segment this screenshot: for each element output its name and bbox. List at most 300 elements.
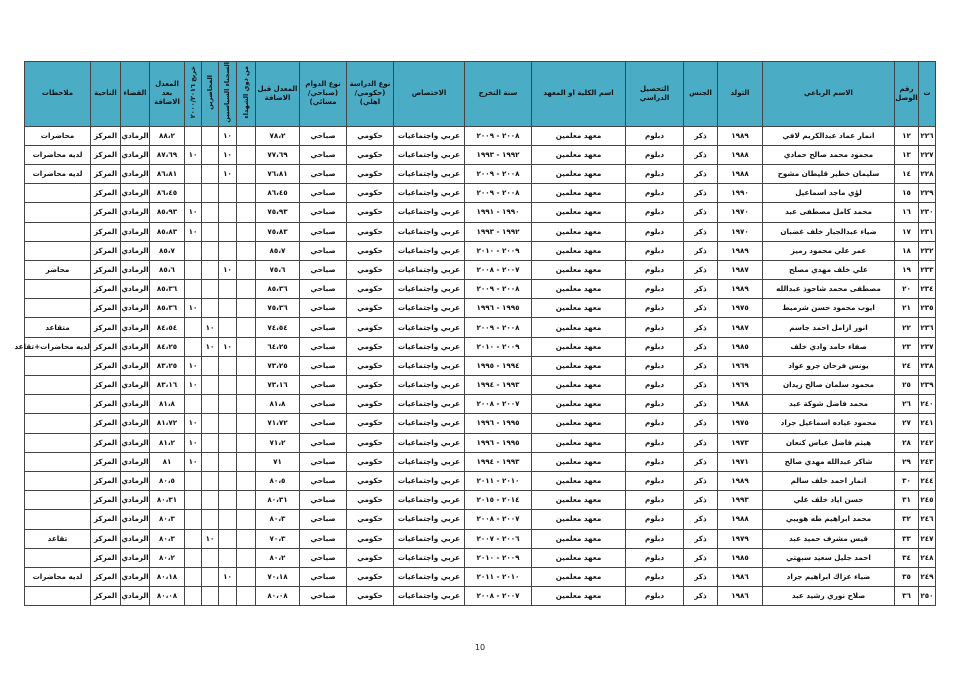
data-sheet (14, 61, 935, 606)
cell-lecturers (202, 433, 219, 452)
cell-gender: ذكر (684, 529, 718, 548)
cell-name: ضياء عبدالجبار خلف غضبان (763, 222, 895, 241)
table-row (25, 241, 936, 260)
cell-gender: ذكر (684, 567, 718, 586)
cell-qualification: دبلوم (626, 471, 684, 490)
cell-avg-before: ٧٥،٣٦ (256, 299, 300, 318)
cell-shift-type: صباحي (300, 203, 347, 222)
cell-avg-after: ٨٥،٣٦ (150, 280, 185, 299)
cell-martyrs (237, 491, 256, 510)
cell-martyrs (237, 395, 256, 414)
cell-notes (25, 299, 91, 318)
cell-seq: ٢٥٠ (919, 587, 936, 606)
cell-study-type: حكومي (347, 452, 394, 471)
col-qualification-header: التحصيل الدراسي (626, 62, 684, 127)
cell-emp-no: ٢٣ (895, 337, 919, 356)
cell-birth: ١٩٧٥ (718, 414, 763, 433)
cell-grads: ١٠ (185, 452, 202, 471)
table-row (25, 203, 936, 222)
col-grads-header: خريج ٢٠٠٠/٢٠١٦ (185, 62, 202, 127)
cell-grads (185, 548, 202, 567)
cell-subdistrict: المركز (91, 337, 121, 356)
cell-emp-no: ١٦ (895, 203, 919, 222)
cell-grads (185, 395, 202, 414)
cell-district: الرمادي (121, 222, 150, 241)
cell-qualification: دبلوم (626, 337, 684, 356)
cell-seq: ٢٤٥ (919, 491, 936, 510)
cell-grad-year: ١٩٩٢ - ١٩٩٣ (465, 222, 532, 241)
cell-seq: ٢٤٣ (919, 452, 936, 471)
cell-seq: ٢٤٤ (919, 471, 936, 490)
cell-birth: ١٩٨٨ (718, 164, 763, 183)
cell-qualification: دبلوم (626, 126, 684, 145)
cell-grad-year: ٢٠١٠ - ٢٠١١ (465, 567, 532, 586)
cell-gender: ذكر (684, 145, 718, 164)
cell-study-type: حكومي (347, 299, 394, 318)
cell-grad-year: ٢٠١٠ - ٢٠١١ (465, 471, 532, 490)
cell-district: الرمادي (121, 280, 150, 299)
cell-subdistrict: المركز (91, 395, 121, 414)
cell-grads (185, 567, 202, 586)
col-notes-header: ملاحظات (25, 62, 91, 127)
cell-martyrs (237, 567, 256, 586)
cell-political (219, 433, 237, 452)
cell-birth: ١٩٨٥ (718, 548, 763, 567)
cell-specialty: عربي واجتماعيات (394, 299, 465, 318)
col-political-header: السجناء السياسيين (219, 62, 237, 127)
cell-shift-type: صباحي (300, 510, 347, 529)
cell-specialty: عربي واجتماعيات (394, 510, 465, 529)
cell-shift-type: صباحي (300, 414, 347, 433)
cell-emp-no: ٢٠ (895, 280, 919, 299)
cell-seq: ٢٣٩ (919, 376, 936, 395)
cell-gender: ذكر (684, 414, 718, 433)
cell-notes (25, 241, 91, 260)
cell-qualification: دبلوم (626, 299, 684, 318)
cell-grads: ١٠ (185, 222, 202, 241)
cell-grads (185, 587, 202, 606)
cell-name: احمد جليل سعيد سبهتي (763, 548, 895, 567)
cell-martyrs (237, 203, 256, 222)
cell-study-type: حكومي (347, 203, 394, 222)
cell-college: معهد معلمين (532, 567, 626, 586)
cell-lecturers: ١٠ (202, 337, 219, 356)
cell-shift-type: صباحي (300, 587, 347, 606)
cell-specialty: عربي واجتماعيات (394, 337, 465, 356)
cell-avg-before: ٦٤،٢٥ (256, 337, 300, 356)
cell-political (219, 280, 237, 299)
cell-district: الرمادي (121, 241, 150, 260)
cell-gender: ذكر (684, 471, 718, 490)
cell-notes (25, 395, 91, 414)
cell-shift-type: صباحي (300, 356, 347, 375)
cell-avg-before: ٨٠،٢ (256, 548, 300, 567)
cell-emp-no: ١٩ (895, 260, 919, 279)
cell-study-type: حكومي (347, 337, 394, 356)
cell-notes (25, 222, 91, 241)
cell-district: الرمادي (121, 471, 150, 490)
cell-political: ١٠ (219, 145, 237, 164)
cell-subdistrict: المركز (91, 260, 121, 279)
cell-avg-after: ٨٥،٧ (150, 241, 185, 260)
cell-specialty: عربي واجتماعيات (394, 145, 465, 164)
cell-qualification: دبلوم (626, 395, 684, 414)
cell-grad-year: ١٩٩٥ - ١٩٩٦ (465, 299, 532, 318)
cell-study-type: حكومي (347, 145, 394, 164)
cell-martyrs (237, 433, 256, 452)
cell-shift-type: صباحي (300, 567, 347, 586)
cell-martyrs (237, 414, 256, 433)
cell-seq: ٢٢٩ (919, 184, 936, 203)
cell-notes (25, 414, 91, 433)
cell-grad-year: ٢٠٠٨ - ٢٠٠٩ (465, 184, 532, 203)
cell-specialty: عربي واجتماعيات (394, 433, 465, 452)
table-row (25, 529, 936, 548)
cell-college: معهد معلمين (532, 491, 626, 510)
cell-avg-before: ٧٤،٥٤ (256, 318, 300, 337)
cell-college: معهد معلمين (532, 510, 626, 529)
cell-grad-year: ٢٠٠٧ - ٢٠٠٨ (465, 510, 532, 529)
cell-college: معهد معلمين (532, 433, 626, 452)
cell-martyrs (237, 529, 256, 548)
cell-lecturers (202, 414, 219, 433)
cell-seq: ٢٤٧ (919, 529, 936, 548)
cell-political (219, 529, 237, 548)
cell-notes (25, 433, 91, 452)
cell-seq: ٢٢٧ (919, 145, 936, 164)
cell-lecturers (202, 567, 219, 586)
cell-college: معهد معلمين (532, 318, 626, 337)
cell-seq: ٢٣٣ (919, 260, 936, 279)
cell-college: معهد معلمين (532, 356, 626, 375)
cell-subdistrict: المركز (91, 433, 121, 452)
cell-seq: ٢٣٢ (919, 241, 936, 260)
cell-grad-year: ١٩٩٥ - ١٩٩٦ (465, 433, 532, 452)
cell-martyrs (237, 241, 256, 260)
cell-birth: ١٩٨٩ (718, 126, 763, 145)
table-row (25, 548, 936, 567)
cell-specialty: عربي واجتماعيات (394, 126, 465, 145)
cell-birth: ١٩٨٧ (718, 318, 763, 337)
cell-political (219, 548, 237, 567)
cell-subdistrict: المركز (91, 356, 121, 375)
cell-emp-no: ٢٩ (895, 452, 919, 471)
col-avg-before-header: المعدل قبل الاضافة (256, 62, 300, 127)
table-row (25, 318, 936, 337)
cell-avg-after: ٨٣،٢٥ (150, 356, 185, 375)
cell-gender: ذكر (684, 356, 718, 375)
cell-avg-after: ٨١ (150, 452, 185, 471)
cell-political (219, 356, 237, 375)
cell-avg-before: ٨٠،٥ (256, 471, 300, 490)
cell-grads: ١٠ (185, 414, 202, 433)
col-grad-year-header: سنة التخرج (465, 62, 532, 127)
cell-district: الرمادي (121, 510, 150, 529)
col-emp-no-header: رقم الوصل (895, 62, 919, 127)
cell-grads (185, 184, 202, 203)
cell-shift-type: صباحي (300, 222, 347, 241)
cell-political (219, 491, 237, 510)
cell-lecturers (202, 471, 219, 490)
cell-district: الرمادي (121, 452, 150, 471)
cell-shift-type: صباحي (300, 184, 347, 203)
cell-political (219, 452, 237, 471)
cell-avg-before: ٧٠،٣ (256, 529, 300, 548)
cell-lecturers (202, 376, 219, 395)
cell-grad-year: ١٩٩٣ - ١٩٩٤ (465, 376, 532, 395)
cell-grad-year: ٢٠٠٩ - ٢٠١٠ (465, 337, 532, 356)
cell-qualification: دبلوم (626, 203, 684, 222)
cell-subdistrict: المركز (91, 145, 121, 164)
cell-emp-no: ١٨ (895, 241, 919, 260)
cell-qualification: دبلوم (626, 184, 684, 203)
cell-birth: ١٩٨٩ (718, 471, 763, 490)
cell-birth: ١٩٨٦ (718, 587, 763, 606)
cell-qualification: دبلوم (626, 145, 684, 164)
cell-emp-no: ١٣ (895, 145, 919, 164)
cell-grads: ١٠ (185, 433, 202, 452)
cell-avg-after: ٨٨،٢ (150, 126, 185, 145)
cell-grad-year: ١٩٩٢ - ١٩٩٣ (465, 145, 532, 164)
cell-subdistrict: المركز (91, 471, 121, 490)
cell-emp-no: ١٢ (895, 126, 919, 145)
cell-seq: ٢٤٢ (919, 433, 936, 452)
cell-emp-no: ٣١ (895, 491, 919, 510)
cell-college: معهد معلمين (532, 164, 626, 183)
table-row (25, 260, 936, 279)
cell-subdistrict: المركز (91, 241, 121, 260)
table-body (14, 126, 936, 606)
cell-notes (25, 510, 91, 529)
cell-district: الرمادي (121, 299, 150, 318)
cell-study-type: حكومي (347, 567, 394, 586)
cell-lecturers (202, 356, 219, 375)
cell-grad-year: ٢٠٠٨ - ٢٠٠٩ (465, 126, 532, 145)
cell-gender: ذكر (684, 299, 718, 318)
col-gender-header: الجنس (684, 62, 718, 127)
cell-name: سليمان خطير قليطان مشوح (763, 164, 895, 183)
cell-qualification: دبلوم (626, 260, 684, 279)
col-college-header: اسم الكلية او المعهد (532, 62, 626, 127)
table-row (25, 471, 936, 490)
cell-avg-after: ٨٠،٢ (150, 548, 185, 567)
cell-grad-year: ٢٠٠٨ - ٢٠٠٩ (465, 164, 532, 183)
cell-name: انمار احمد خلف سالم (763, 471, 895, 490)
cell-study-type: حكومي (347, 395, 394, 414)
cell-subdistrict: المركز (91, 126, 121, 145)
cell-specialty: عربي واجتماعيات (394, 318, 465, 337)
cell-subdistrict: المركز (91, 529, 121, 548)
cell-seq: ٢٣١ (919, 222, 936, 241)
cell-emp-no: ٣٣ (895, 529, 919, 548)
cell-college: معهد معلمين (532, 395, 626, 414)
cell-lecturers (202, 241, 219, 260)
cell-lecturers (202, 299, 219, 318)
cell-qualification: دبلوم (626, 376, 684, 395)
cell-avg-after: ٨٥،٦ (150, 260, 185, 279)
cell-notes (25, 280, 91, 299)
cell-name: لؤي ماجد اسماعيل (763, 184, 895, 203)
cell-lecturers (202, 222, 219, 241)
cell-lecturers (202, 510, 219, 529)
cell-birth: ١٩٨٨ (718, 395, 763, 414)
cell-avg-before: ٧٣،٢٥ (256, 356, 300, 375)
cell-birth: ١٩٧٣ (718, 433, 763, 452)
cell-political (219, 222, 237, 241)
cell-grads (185, 126, 202, 145)
cell-district: الرمادي (121, 529, 150, 548)
cell-grads (185, 260, 202, 279)
cell-district: الرمادي (121, 491, 150, 510)
cell-birth: ١٩٨٩ (718, 280, 763, 299)
cell-shift-type: صباحي (300, 280, 347, 299)
cell-avg-after: ٨٣،١٦ (150, 376, 185, 395)
page-number: 10 (474, 643, 486, 652)
cell-avg-before: ٧٥،٨٣ (256, 222, 300, 241)
cell-gender: ذكر (684, 241, 718, 260)
cell-martyrs (237, 145, 256, 164)
cell-district: الرمادي (121, 203, 150, 222)
cell-study-type: حكومي (347, 184, 394, 203)
cell-avg-after: ٨١،٧٢ (150, 414, 185, 433)
cell-specialty: عربي واجتماعيات (394, 241, 465, 260)
table-row (25, 433, 936, 452)
cell-subdistrict: المركز (91, 548, 121, 567)
cell-avg-before: ٨٠،٣ (256, 510, 300, 529)
cell-name: محمود سلمان صالح زيدان (763, 376, 895, 395)
cell-birth: ١٩٨٥ (718, 337, 763, 356)
cell-avg-after: ٨٠،٣ (150, 529, 185, 548)
cell-college: معهد معلمين (532, 145, 626, 164)
cell-district: الرمادي (121, 587, 150, 606)
cell-college: معهد معلمين (532, 471, 626, 490)
cell-avg-after: ٨٠،٠٨ (150, 587, 185, 606)
cell-gender: ذكر (684, 164, 718, 183)
cell-district: الرمادي (121, 337, 150, 356)
cell-name: صلاح نوري رشيد عبد (763, 587, 895, 606)
cell-study-type: حكومي (347, 241, 394, 260)
cell-political (219, 587, 237, 606)
cell-subdistrict: المركز (91, 299, 121, 318)
cell-seq: ٢٣٨ (919, 356, 936, 375)
cell-college: معهد معلمين (532, 414, 626, 433)
cell-seq: ٢٤٩ (919, 567, 936, 586)
cell-study-type: حكومي (347, 548, 394, 567)
cell-emp-no: ٣٢ (895, 510, 919, 529)
cell-martyrs (237, 548, 256, 567)
cell-seq: ٢٣٥ (919, 299, 936, 318)
col-name-header: الاسم الرباعي (763, 62, 895, 127)
cell-college: معهد معلمين (532, 548, 626, 567)
cell-qualification: دبلوم (626, 567, 684, 586)
cell-district: الرمادي (121, 376, 150, 395)
cell-avg-after: ٨٥،٣٦ (150, 299, 185, 318)
cell-martyrs (237, 184, 256, 203)
cell-avg-before: ٧٨،٢ (256, 126, 300, 145)
cell-qualification: دبلوم (626, 433, 684, 452)
cell-grad-year: ١٩٩٠ - ١٩٩١ (465, 203, 532, 222)
cell-birth: ١٩٨٨ (718, 145, 763, 164)
table-row (25, 164, 936, 183)
cell-college: معهد معلمين (532, 280, 626, 299)
cell-birth: ١٩٨٦ (718, 567, 763, 586)
cell-avg-before: ٧٥،٩٣ (256, 203, 300, 222)
cell-gender: ذكر (684, 126, 718, 145)
cell-name: شاكر عبدالله مهدي صالح (763, 452, 895, 471)
cell-gender: ذكر (684, 260, 718, 279)
cell-grads: ١٠ (185, 203, 202, 222)
cell-grad-year: ١٩٩٣ - ١٩٩٤ (465, 452, 532, 471)
cell-gender: ذكر (684, 491, 718, 510)
cell-study-type: حكومي (347, 164, 394, 183)
col-subdistrict-header: الناحية (91, 62, 121, 127)
cell-college: معهد معلمين (532, 241, 626, 260)
cell-martyrs (237, 471, 256, 490)
cell-seq: ٢٣٤ (919, 280, 936, 299)
cell-avg-after: ٨٠،٥ (150, 471, 185, 490)
cell-notes (25, 184, 91, 203)
cell-specialty: عربي واجتماعيات (394, 280, 465, 299)
cell-birth: ١٩٩٠ (718, 184, 763, 203)
cell-political (219, 299, 237, 318)
cell-study-type: حكومي (347, 126, 394, 145)
cell-college: معهد معلمين (532, 587, 626, 606)
cell-qualification: دبلوم (626, 356, 684, 375)
cell-gender: ذكر (684, 452, 718, 471)
cell-name: محمود عياده اسماعيل جراد (763, 414, 895, 433)
cell-birth: ١٩٦٩ (718, 376, 763, 395)
cell-subdistrict: المركز (91, 567, 121, 586)
cell-birth: ١٩٧٥ (718, 299, 763, 318)
cell-grads: ١٠ (185, 145, 202, 164)
cell-seq: ٢٤٠ (919, 395, 936, 414)
table-row (25, 510, 936, 529)
cell-qualification: دبلوم (626, 280, 684, 299)
cell-name: صفاء حامد وادي خلف (763, 337, 895, 356)
cell-study-type: حكومي (347, 280, 394, 299)
cell-name: ايوب محمود حسن شرميط (763, 299, 895, 318)
cell-political: ١٠ (219, 164, 237, 183)
cell-avg-after: ٨١،٢ (150, 433, 185, 452)
cell-grads: ١٠ (185, 356, 202, 375)
cell-political (219, 471, 237, 490)
cell-study-type: حكومي (347, 222, 394, 241)
cell-grad-year: ١٩٩٥ - ١٩٩٦ (465, 414, 532, 433)
cell-grads (185, 471, 202, 490)
cell-seq: ٢٣٦ (919, 318, 936, 337)
cell-district: الرمادي (121, 318, 150, 337)
cell-qualification: دبلوم (626, 318, 684, 337)
cell-name: عمر علي محمود رميز (763, 241, 895, 260)
cell-subdistrict: المركز (91, 587, 121, 606)
table-row (25, 414, 936, 433)
cell-grads: ١٠ (185, 299, 202, 318)
cell-emp-no: ٢٥ (895, 376, 919, 395)
cell-college: معهد معلمين (532, 260, 626, 279)
cell-emp-no: ٢٨ (895, 433, 919, 452)
cell-specialty: عربي واجتماعيات (394, 203, 465, 222)
cell-emp-no: ٢٢ (895, 318, 919, 337)
cell-avg-after: ٨٧،٦٩ (150, 145, 185, 164)
cell-birth: ١٩٦٩ (718, 356, 763, 375)
cell-avg-before: ٨٦،٤٥ (256, 184, 300, 203)
cell-district: الرمادي (121, 164, 150, 183)
cell-lecturers: ١٠ (202, 529, 219, 548)
cell-qualification: دبلوم (626, 587, 684, 606)
cell-political: ١٠ (219, 337, 237, 356)
table-row (25, 280, 936, 299)
cell-martyrs (237, 164, 256, 183)
